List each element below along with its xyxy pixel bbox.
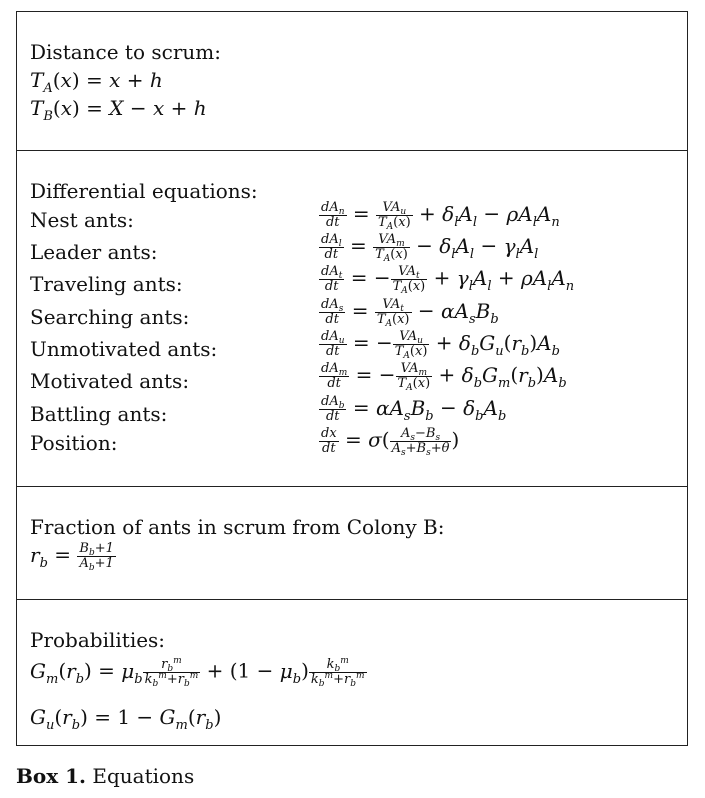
distance-section (17, 12, 687, 150)
eq-unmotivated-ants: $\frac{dA_u}{dt}$ = − $\frac{VA_u}{T_A(x)}$ + $\delta_bG_u(r_b)A_b$ (321, 329, 560, 361)
fraction-heading: Fraction of ants in scrum from Colony B: (30, 515, 445, 539)
distance-eq-a: $T_A(x) = x + h$ (30, 68, 163, 96)
label-nest-ants: Nest ants: (30, 208, 134, 232)
label-traveling-ants: Traveling ants: (30, 272, 183, 296)
eq-motivated-ants: $\frac{dA_m}{dt}$ = − $\frac{VA_m}{T_A(x)}$ + $\delta_bG_m(r_b)A_b$ (321, 361, 567, 393)
eq-battling-ants: $\frac{dA_b}{dt}$ = $\alpha A_sB_b - \delta_bA_b$ (321, 394, 507, 424)
eq-traveling-ants: $\frac{dA_t}{dt}$ = − $\frac{VA_t}{T_A(x)}$ + $\gamma_lA_l + \rho A_lA_n$ (321, 264, 575, 296)
label-searching-ants: Searching ants: (30, 305, 190, 329)
equations-box (16, 11, 688, 746)
distance-heading: Distance to scrum: (30, 40, 221, 64)
caption-label: Box 1. (16, 764, 87, 788)
label-unmotivated-ants: Unmotivated ants: (30, 337, 218, 361)
label-battling-ants: Battling ants: (30, 402, 168, 426)
differential-heading: Differential equations: (30, 179, 258, 203)
probabilities-section (17, 599, 687, 747)
label-motivated-ants: Motivated ants: (30, 369, 190, 393)
label-leader-ants: Leader ants: (30, 240, 158, 264)
probability-eq-gm: $G_m(r_b) = \mu_b$ $\frac{r_b^m}{k_b^m+r_b^m}$ + $(1 - \mu_b)$ $\frac{k_b^m}{k_b^m+r_b^m}$ (30, 656, 365, 689)
eq-searching-ants: $\frac{dA_s}{dt}$ = $\frac{VA_t}{T_A(x)}$ − $\alpha A_sB_b$ (321, 297, 499, 329)
eq-nest-ants: $\frac{dA_n}{dt}$ = $\frac{VA_u}{T_A(x)}$ + $\delta_lA_l - \rho A_lA_n$ (321, 200, 560, 232)
probabilities-heading: Probabilities: (30, 628, 166, 652)
caption-text: Equations (92, 764, 195, 788)
differential-section (17, 150, 687, 486)
label-position: Position: (30, 431, 118, 455)
probability-eq-gu: $G_u(r_b) = 1 - G_m(r_b)$ (30, 705, 222, 733)
eq-position: $\frac{dx}{dt}$ = σ( $\frac{A_s-B_s}{A_s+B_s+\theta}$ ) (321, 426, 460, 458)
fraction-section (17, 486, 687, 599)
box-caption (16, 764, 194, 788)
distance-eq-b: $T_B(x) = X - x + h$ (30, 96, 207, 124)
eq-leader-ants: $\frac{dA_l}{dt}$ = $\frac{VA_m}{T_A(x)}$ − $\delta_lA_l - \gamma_lA_l$ (321, 232, 539, 264)
fraction-eq: $r_b$ = $\frac{B_b+1}{A_b+1}$ (30, 541, 114, 573)
